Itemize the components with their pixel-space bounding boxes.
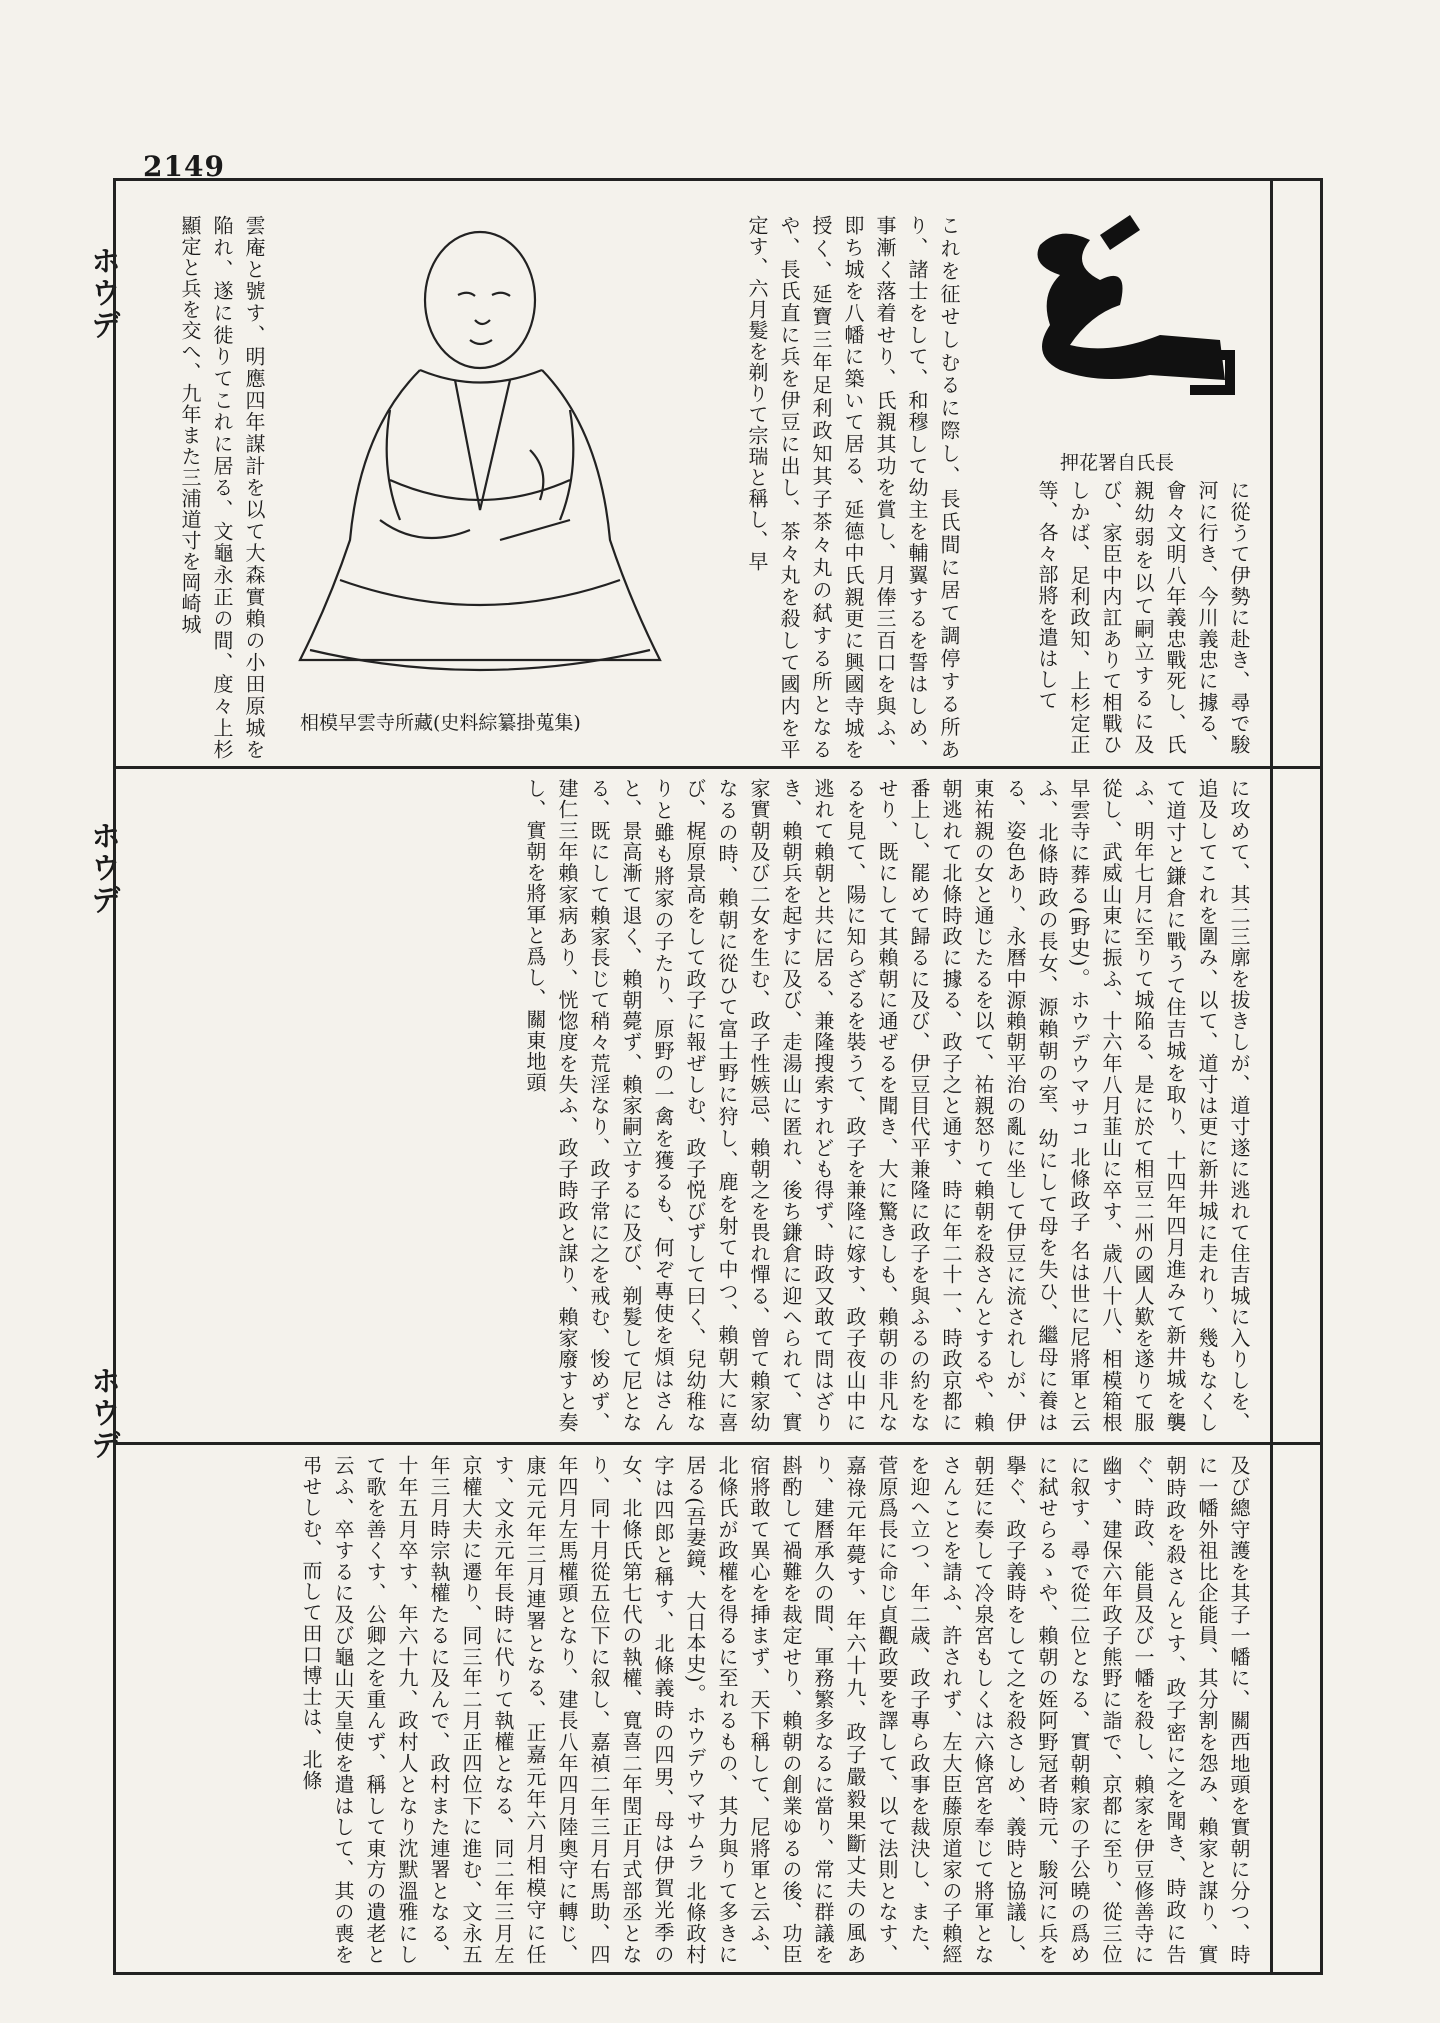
running-head-middle: ホウデ — [85, 820, 120, 916]
portrait-caption: 相模早雲寺所藏(史料綜纂掛蒐集) — [300, 712, 581, 734]
top-text-right: これを征せしむるに際し、長氏間に居て調停する所あり、諸士をして、和穆して幼主を輔翼するを誓はしめ、事漸く落着せり、氏親其功を賞し、月俸三百口を與ふ、即ち城を八幡に築いて居る、延德中氏親更に興國寺城を授く、延寶三年足利政知其子茶々丸の弑する所となるや、長氏直に兵を伊豆に出し、茶々丸を殺して國内を平定す、六月髮を剃りて宗瑞と稱し、早 — [745, 215, 961, 760]
signature-caption: 押花署自氏長 — [1060, 452, 1175, 474]
divider-top — [113, 766, 1323, 769]
middle-text: に攻めて、其二三廓を拔きしが、道寸遂に逃れて住吉城に入りしを、追及してこれを圍み、以て、道寸は更に新井城に走れり、幾もなくして道寸と鎌倉に戰うて住吉城を取り、十四年四月進みて新井城を襲ふ、明年七月に至りて城陥る、是に於て相豆二州の國人歎を遂りて服從し、武威山東に振ふ、十六年八月韮山に卒す、歳八十八、相模箱根早雲寺に葬る(野史)。ホウデウマサコ 北條政子 名は世に尼將軍と云ふ、北條時政の長女、源賴朝の室、幼にして母を失ひ、繼母に養はる、姿色あり、永曆中源賴朝平治の亂に坐して伊豆に流されしが、伊東祐親の女と通じたるを以て、祐親怒りて賴朝を殺さんとするや、賴朝逃れて北條時政に據る、政子之と通す、時に年二十一、時政京都に番上し、罷めて歸るに及び、伊豆目代平兼隆に政子を與ふるの約をなせり、既にして其賴朝に通ぜるを聞き、大に驚きしも、賴朝の非凡なるを見て、陽に知らざるを裝うて、政子を兼隆に嫁す、政子夜山中に逃れて賴朝と共に居る、兼隆搜索すれども得ず、時政又敢て問はざりき、賴朝兵を起すに及び、走湯山に匿れ、後ち鎌倉に迎へられて、實家實朝及び二女を生む、政子性嫉忌、賴朝之を畏れ憚る、曾て賴家幼なるの時、賴朝に從ひて富士野に狩し、鹿を射て中つ、賴朝大に喜び、梶原景高をして政子に報ぜしむ、政子悦びずして曰く、兒幼稚なりと雖も將家の子たり、原野の一禽を獲るも、何ぞ專使を煩はさんと、景高漸て退く、賴朝薨ず、賴家嗣立するに及び、剃髮して尼となる、既にして賴家長じて稍々荒淫なり、政子常に之を戒む、悛めず、建仁三年賴家病あり、恍惚度を失ふ、政子時政と謀り、賴家廢すと奏し、實朝を將軍と爲し、關東地頭 — [523, 778, 1251, 1433]
top-text-left: 雲庵と號す、明應四年謀計を以て大森實賴の小田原城を陥れ、遂に徙りてこれに居る、文龜永正の間、度々上杉顯定と兵を交へ、九年また三浦道寸を岡崎城 — [178, 215, 266, 760]
divider-bottom — [113, 1442, 1323, 1445]
bottom-text: 及び總守護を其子一幡に、關西地頭を實朝に分つ、時に一幡外祖比企能員、其分割を怨み、賴家と謀り、實朝時政を殺さんとす、政子密に之を聞き、時政に告ぐ、時政、能員及び一幡を殺し、賴家を伊豆修善寺に幽す、建保六年政子熊野に詣で、京都に至り、從三位に叙す、尋で從二位となる、實朝賴家の子公曉の爲めに弑せらるゝや、賴朝の姪阿野冠者時元、駿河に兵を擧ぐ、政子義時をして之を殺さしめ、義時と協議し、朝廷に奏して冷泉宮もしくは六條宮を奉じて將軍となさんことを請ふ、許されず、左大臣藤原道家の子賴經を迎へ立つ、年二歳、政子專ら政事を裁決し、また、菅原爲長に命じ貞觀政要を譯して、以て法則となす、嘉祿元年薨す、年六十九、政子嚴毅果斷丈夫の風あり、建曆承久の間、軍務繁多なるに當り、常に群議を斟酌して禍難を裁定せり、賴朝の創業ゆるの後、功臣宿將敢て異心を挿まず、天下稱して、尼將軍と云ふ、北條氏が政權を得るに至れるもの、其力與りて多きに居る(吾妻鏡、大日本史)。ホウデウマサムラ 北條政村 字は四郎と稱す、北條義時の四男、母は伊賀光季の女、北條氏第七代の執權、寬喜二年閏正月式部丞となり、同十月從五位下に叙し、嘉禎二年三月右馬助、四年四月左馬權頭となり、建長八年四月陸奧守に轉じ、康元元年三月連署となる、正嘉元年六月相模守に任す、文永元年長時に代りて執權となる、同二年三月左京權大夫に遷り、同三年二月正四位下に進む、文永五年三月時宗執權たるに及んで、政村また連署となる、十年五月卒す、年六十九、政村人となり沈默溫雅にして歌を善くす、公卿之を重んず、稱して東方の遺老と云ふ、卒するに及び龜山天皇使を遣はして、其の喪を弔せしむ、而して田口博士は、北條 — [299, 1455, 1251, 1965]
running-head-top: ホウデ — [85, 245, 120, 341]
portrait-illustration — [270, 220, 690, 700]
right-rule — [1270, 178, 1273, 1975]
signature-kao — [1000, 205, 1250, 435]
top-text-sig: に從うて伊勢に赴き、尋で駿河に行き、今川義忠に據る、會々文明八年義忠戰死し、氏親幼弱を以て嗣立するに及び、家臣中内訌ありて相戰ひしかば、足利政知、上杉定正等、各々部將を遣はして — [1035, 480, 1251, 755]
page-number: 2149 — [143, 150, 225, 183]
running-head-bottom: ホウデ — [85, 1365, 120, 1461]
